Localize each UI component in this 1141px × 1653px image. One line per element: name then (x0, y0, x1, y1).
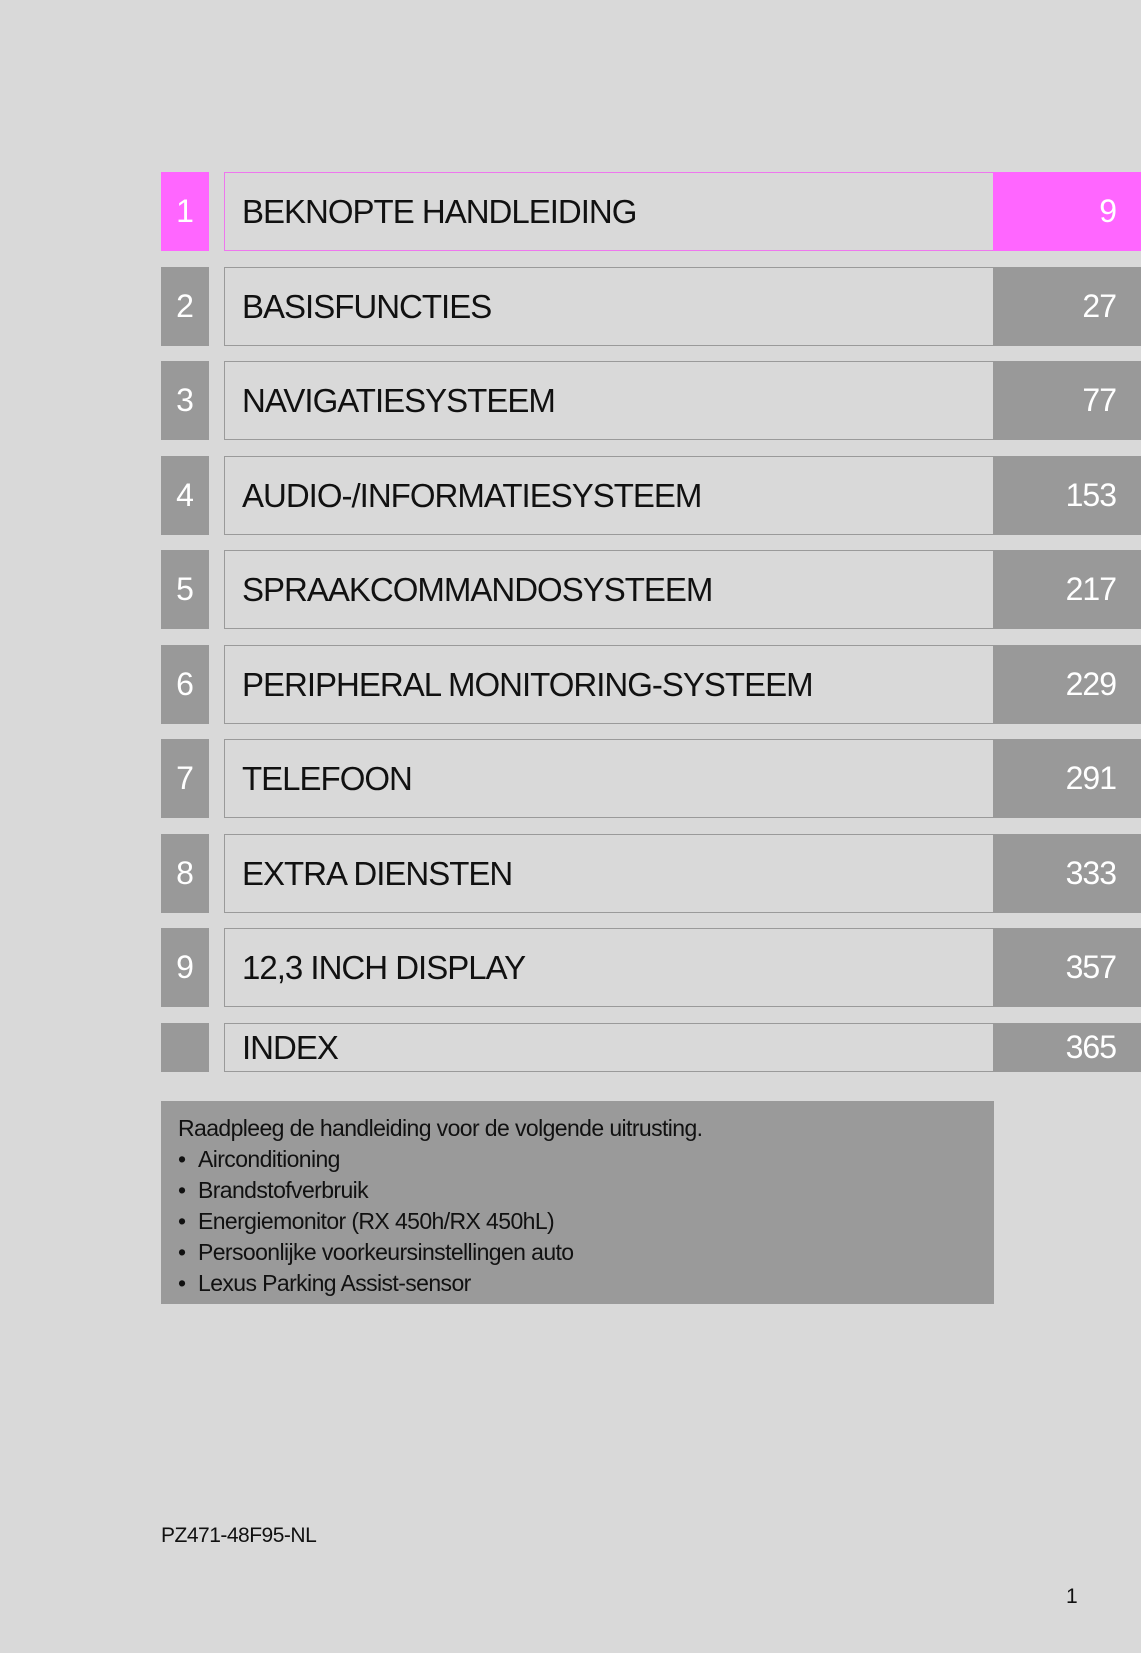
chapter-title[interactable]: INDEX (224, 1023, 993, 1072)
chapter-title[interactable]: NAVIGATIESYSTEEM (224, 361, 993, 440)
bullet-icon: • (178, 1208, 186, 1234)
chapter-number: 8 (161, 834, 209, 913)
list-item: • Brandstofverbruik (178, 1175, 994, 1206)
equipment-note-box (161, 1101, 994, 1304)
chapter-page[interactable]: 27 (993, 267, 1141, 346)
chapter-number: 4 (161, 456, 209, 535)
chapter-number: 2 (161, 267, 209, 346)
chapter-title[interactable]: EXTRA DIENSTEN (224, 834, 993, 913)
chapter-title[interactable]: 12,3 INCH DISPLAY (224, 928, 993, 1007)
chapter-number: 3 (161, 361, 209, 440)
toc-row-12-3-inch-display[interactable] (161, 928, 1141, 1007)
chapter-title[interactable]: SPRAAKCOMMANDOSYSTEEM (224, 550, 993, 629)
chapter-number: 5 (161, 550, 209, 629)
chapter-page[interactable]: 333 (993, 834, 1141, 913)
toc-row-beknopte-handleiding[interactable] (161, 172, 1141, 251)
document-code: PZ471-48F95-NL (161, 1524, 317, 1547)
chapter-title[interactable]: AUDIO-/INFORMATIESYSTEEM (224, 456, 993, 535)
chapter-page[interactable]: 217 (993, 550, 1141, 629)
chapter-title[interactable]: TELEFOON (224, 739, 993, 818)
toc-row-peripheral-monitoring[interactable] (161, 645, 1141, 724)
chapter-title[interactable]: PERIPHERAL MONITORING-SYSTEEM (224, 645, 993, 724)
equipment-list (178, 1144, 994, 1299)
list-item: • Lexus Parking Assist-sensor (178, 1268, 994, 1299)
chapter-title[interactable]: BASISFUNCTIES (224, 267, 993, 346)
bullet-icon: • (178, 1146, 186, 1172)
toc-row-telefoon[interactable] (161, 739, 1141, 818)
bullet-icon: • (178, 1177, 186, 1203)
list-item: • Airconditioning (178, 1144, 994, 1175)
chapter-page[interactable]: 153 (993, 456, 1141, 535)
chapter-page[interactable]: 357 (993, 928, 1141, 1007)
bullet-icon: • (178, 1239, 186, 1265)
chapter-page[interactable]: 229 (993, 645, 1141, 724)
toc-row-basisfuncties[interactable] (161, 267, 1141, 346)
toc-row-audio-informatiesysteem[interactable] (161, 456, 1141, 535)
toc-row-index[interactable] (161, 1023, 1141, 1072)
toc-row-navigatiesysteem[interactable] (161, 361, 1141, 440)
chapter-number: 7 (161, 739, 209, 818)
chapter-number (161, 1023, 209, 1072)
chapter-page[interactable]: 9 (993, 172, 1141, 251)
chapter-number: 1 (161, 172, 209, 251)
chapter-title[interactable]: BEKNOPTE HANDLEIDING (224, 172, 993, 251)
list-item: • Energiemonitor (RX 450h/RX 450hL) (178, 1206, 994, 1237)
list-item: • Persoonlijke voorkeursinstellingen auto (178, 1237, 994, 1268)
chapter-page[interactable]: 365 (993, 1023, 1141, 1072)
toc-row-spraakcommandosysteem[interactable] (161, 550, 1141, 629)
bullet-icon: • (178, 1270, 186, 1296)
toc-row-extra-diensten[interactable] (161, 834, 1141, 913)
chapter-number: 9 (161, 928, 209, 1007)
chapter-page[interactable]: 77 (993, 361, 1141, 440)
equipment-note-intro: Raadpleeg de handleiding voor de volgende uitrusting. (178, 1115, 703, 1141)
page-number: 1 (1066, 1585, 1078, 1608)
chapter-page[interactable]: 291 (993, 739, 1141, 818)
chapter-number: 6 (161, 645, 209, 724)
